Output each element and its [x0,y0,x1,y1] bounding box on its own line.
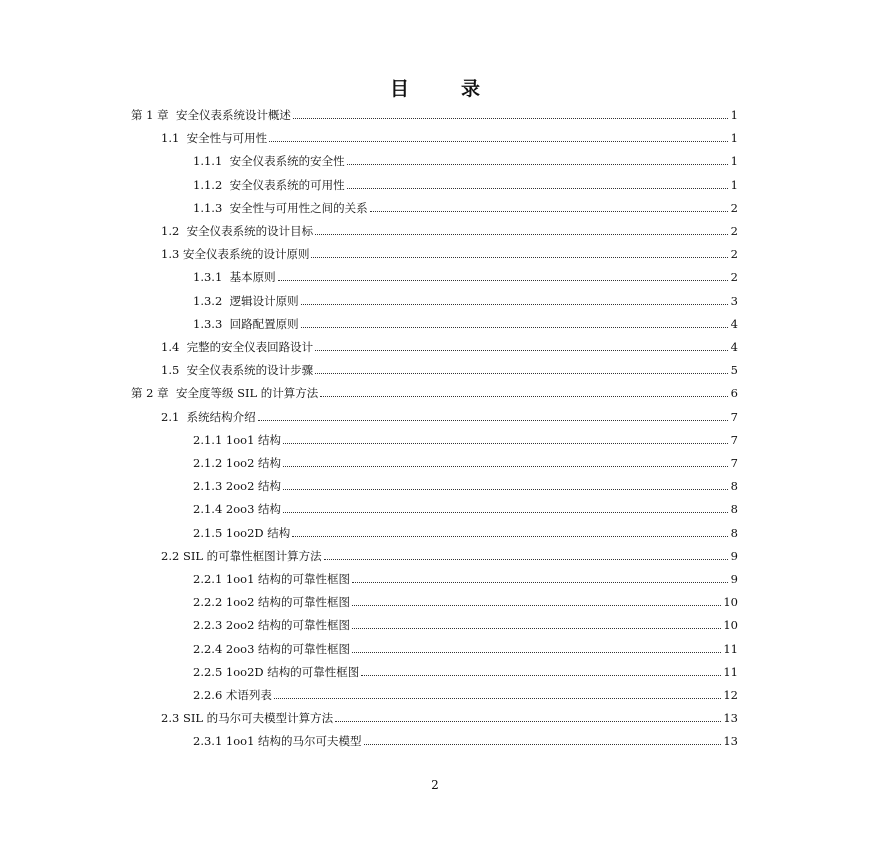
toc-entry-page: 8 [730,525,738,540]
toc-leader-dots [315,349,728,351]
toc-leader-dots [324,558,728,560]
toc-leader-dots [347,187,728,189]
toc-entry[interactable] [161,406,738,424]
toc-leader-dots [274,697,721,699]
toc-entry-page: 8 [730,479,738,494]
toc-entry-page: 2 [730,247,738,262]
toc-entry-label: 1.1 安全性与可用性 [161,131,268,146]
toc-entry-page: 11 [723,641,738,656]
toc-entry-page: 1 [730,108,738,122]
toc-entry-label: 第 2 章 安全度等级 SIL 的计算方法 [131,386,319,401]
toc-entry-label: 1.5 安全仪表系统的设计步骤 [161,363,314,378]
toc-entry-page: 6 [730,386,738,401]
toc-entry-page: 2 [730,224,738,238]
toc-leader-dots [283,442,728,444]
toc-entry-page: 8 [730,502,738,517]
toc-entry-page: 9 [730,572,738,586]
toc-leader-dots [352,604,721,606]
toc-entry-page: 7 [730,409,738,424]
toc-entry-page: 1 [730,154,738,169]
toc-entry-label: 2.1.1 1oo1 结构 [193,432,282,447]
toc-entry[interactable] [193,661,738,679]
toc-entry-label: 2.2.3 2oo2 结构的可靠性框图 [193,618,351,633]
toc-entry[interactable] [161,243,738,261]
toc-leader-dots [269,140,728,142]
toc-entry[interactable] [193,638,738,656]
toc-leader-dots [301,303,728,305]
toc-leader-dots [352,651,721,653]
toc-entry-page: 7 [730,432,738,447]
toc-entry[interactable] [131,104,738,122]
toc-leader-dots [283,488,728,490]
toc-entry-page: 7 [730,456,738,470]
toc-entry[interactable] [161,220,738,238]
toc-entry[interactable] [193,684,738,702]
toc-entry-label: 2.2.4 2oo3 结构的可靠性框图 [193,641,351,656]
title-char-right: 录 [461,78,481,100]
toc-leader-dots [315,372,728,374]
toc-entry-label: 1.3 安全仪表系统的设计原则 [161,247,310,262]
toc-leader-dots [292,535,728,537]
toc-leader-dots [258,419,728,421]
toc-entry-label: 1.3.1 基本原则 [193,270,276,285]
toc-entry-page: 1 [730,131,738,146]
toc-entry-label: 2.3 SIL 的马尔可夫模型计算方法 [161,711,334,726]
toc-entry-page: 10 [723,595,738,610]
toc-entry-page: 3 [730,293,738,308]
toc-entry[interactable] [193,313,738,331]
toc-leader-dots [301,326,728,328]
toc-leader-dots [361,674,721,676]
toc-entry-label: 1.1.2 安全仪表系统的可用性 [193,177,345,192]
toc-entry-label: 1.2 安全仪表系统的设计目标 [161,224,314,238]
toc-entry[interactable] [193,498,738,516]
toc-entry[interactable] [161,707,738,725]
toc-entry[interactable] [193,522,738,540]
page-title [0,74,870,101]
toc-entry-label: 2.2.6 术语列表 [193,688,272,702]
toc-entry[interactable] [161,127,738,145]
toc-entry[interactable] [193,429,738,447]
toc-entry[interactable] [193,150,738,168]
toc-entry-label: 2.3.1 1oo1 结构的马尔可夫模型 [193,734,362,749]
toc-entry[interactable] [161,336,738,354]
toc-entry-label: 2.2.5 1oo2D 结构的可靠性框图 [193,664,360,679]
toc-leader-dots [335,720,721,722]
toc-leader-dots [320,395,728,397]
toc-entry[interactable] [161,545,738,563]
toc-entry-label: 2.1.3 2oo2 结构 [193,479,282,494]
toc-entry-label: 2.1.5 1oo2D 结构 [193,525,291,540]
toc-entry-page: 4 [730,340,738,354]
toc-entry[interactable] [161,359,738,377]
toc-entry-label: 1.3.2 逻辑设计原则 [193,293,299,308]
page-number: 2 [431,778,439,792]
toc-entry[interactable] [193,290,738,308]
toc-entry-label: 2.1.2 1oo2 结构 [193,456,282,470]
toc-entry[interactable] [193,730,738,748]
toc-entry-page: 2 [730,200,738,215]
toc-leader-dots [311,256,728,258]
toc-entry[interactable] [193,197,738,215]
toc-leader-dots [283,511,728,513]
toc-entry-page: 4 [730,316,738,331]
toc-leader-dots [347,163,728,165]
toc-leader-dots [370,210,728,212]
toc-entry-label: 2.2 SIL 的可靠性框图计算方法 [161,548,322,563]
toc-entry-label: 1.3.3 回路配置原则 [193,316,299,331]
toc-entry-page: 2 [730,270,738,285]
toc-entry-page: 13 [723,734,738,749]
title-char-left: 目 [389,78,409,100]
toc-entry-label: 2.1.4 2oo3 结构 [193,502,282,517]
toc-entry-label: 2.2.1 1oo1 结构的可靠性框图 [193,572,351,586]
toc-leader-dots [364,743,722,745]
toc-entry-label: 1.4 完整的安全仪表回路设计 [161,340,314,354]
toc-entry[interactable] [193,266,738,284]
toc-entry-label: 1.1.3 安全性与可用性之间的关系 [193,200,368,215]
toc-entry[interactable] [131,382,738,400]
toc-leader-dots [278,279,728,281]
toc-entry-page: 5 [730,363,738,378]
toc-entry-label: 2.1 系统结构介绍 [161,409,256,424]
toc-entry-label: 1.1.1 安全仪表系统的安全性 [193,154,345,169]
toc-entry[interactable] [193,452,738,470]
toc-entry-page: 11 [723,664,738,679]
toc-entry-page: 9 [730,548,738,563]
toc-leader-dots [293,117,728,119]
toc-entry-label: 第 1 章 安全仪表系统设计概述 [131,108,291,122]
toc-leader-dots [352,627,721,629]
toc-leader-dots [315,233,728,235]
toc-entry[interactable] [193,568,738,586]
toc-entry-page: 12 [723,688,738,702]
toc-entry[interactable] [193,614,738,632]
toc-entry[interactable] [193,475,738,493]
toc-entry-label: 2.2.2 1oo2 结构的可靠性框图 [193,595,351,610]
toc-entry-page: 13 [723,711,738,726]
toc-entry-page: 10 [723,618,738,633]
toc-leader-dots [283,465,728,467]
toc-leader-dots [352,581,728,583]
toc-entry[interactable] [193,591,738,609]
toc-entry-page: 1 [730,177,738,192]
toc-entry[interactable] [193,174,738,192]
